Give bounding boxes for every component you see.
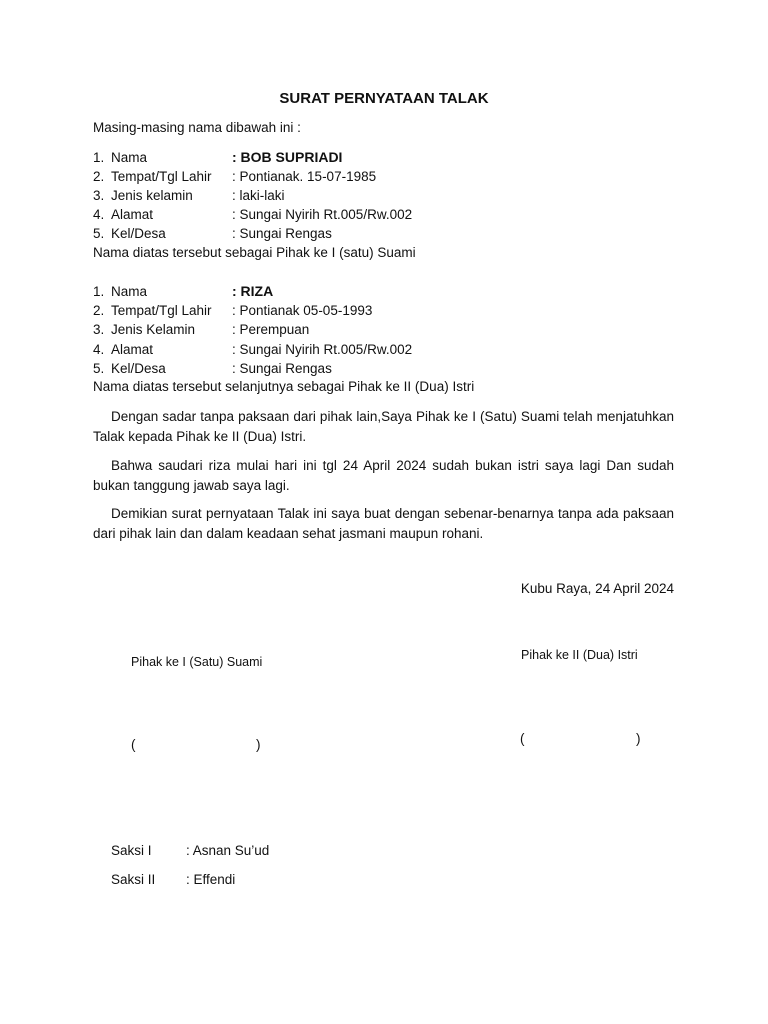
party2-signature-open-bracket: ( (520, 731, 525, 746)
party2-row-gender (93, 320, 309, 339)
party1-row-address (93, 205, 412, 224)
row-label: Nama (111, 284, 148, 299)
row-value: : laki-laki (232, 188, 285, 203)
witness-label: Saksi I (111, 843, 152, 858)
row-value: : RIZA (232, 283, 274, 299)
row-label: Tempat/Tgl Lahir (111, 303, 212, 318)
row-number: 3. (93, 188, 105, 203)
party1-row-gender (93, 186, 285, 205)
party2-signature-label: Pihak ke II (Dua) Istri (521, 648, 638, 662)
party2-note: Nama diatas tersebut selanjutnya sebagai Pihak ke II (Dua) Istri (93, 379, 475, 394)
row-label: Tempat/Tgl Lahir (111, 169, 212, 184)
witness-row (111, 872, 235, 887)
row-number: 2. (93, 303, 105, 318)
party2-signature-close-bracket: ) (636, 731, 641, 746)
row-number: 1. (93, 284, 105, 299)
row-value: : Sungai Nyirih Rt.005/Rw.002 (232, 207, 413, 222)
row-number: 4. (93, 342, 105, 357)
party1-note: Nama diatas tersebut sebagai Pihak ke I (satu) Suami (93, 245, 416, 260)
statement-paragraph: Demikian surat pernyataan Talak ini saya buat dengan sebenar-benarnya tanpa ada paksaan dari pihak lain dan dalam keadaan sehat jasmani maupun rohani. (93, 506, 674, 541)
place-date: Kubu Raya, 24 April 2024 (520, 581, 674, 596)
row-number: 1. (93, 150, 105, 165)
statement-paragraph: Dengan sadar tanpa paksaan dari pihak lain,Saya Pihak ke I (Satu) Suami telah menjatuhkan Talak kepada Pihak ke II (Dua) Istri. (93, 409, 674, 444)
witness-row (111, 843, 269, 858)
witness-name: : Asnan Su’ud (186, 843, 270, 858)
party2-row-name (93, 282, 273, 301)
document-title: SURAT PERNYATAAN TALAK (279, 90, 489, 107)
party1-row-village (93, 224, 332, 243)
party1-signature-open-bracket: ( (131, 737, 136, 752)
party1-row-birth (93, 167, 376, 186)
party1-row-name (93, 148, 342, 167)
witness-name: : Effendi (186, 872, 236, 887)
statement-paragraph: Bahwa saudari riza mulai hari ini tgl 24 April 2024 sudah bukan istri saya lagi Dan sudah bukan tanggung jawab saya lagi. (93, 458, 674, 493)
row-label: Kel/Desa (111, 226, 166, 241)
row-label: Jenis Kelamin (111, 322, 196, 337)
row-label: Alamat (111, 342, 154, 357)
row-value: : Sungai Rengas (232, 226, 332, 241)
row-number: 2. (93, 169, 105, 184)
row-value: : Pontianak 05-05-1993 (232, 303, 373, 318)
row-number: 4. (93, 207, 105, 222)
row-label: Alamat (111, 207, 154, 222)
party1-signature-close-bracket: ) (256, 737, 261, 752)
row-value: : Sungai Rengas (232, 361, 332, 376)
party2-row-village (93, 359, 332, 378)
party1-signature-label: Pihak ke I (Satu) Suami (131, 655, 263, 669)
row-value: : Sungai Nyirih Rt.005/Rw.002 (232, 342, 413, 357)
row-number: 3. (93, 322, 105, 337)
row-label: Nama (111, 150, 148, 165)
row-label: Jenis kelamin (111, 188, 193, 203)
row-value: : Perempuan (232, 322, 310, 337)
row-label: Kel/Desa (111, 361, 166, 376)
party2-row-birth (93, 301, 372, 320)
row-number: 5. (93, 361, 105, 376)
intro-text: Masing-masing nama dibawah ini : (93, 120, 301, 135)
row-number: 5. (93, 226, 105, 241)
party2-row-address (93, 340, 412, 359)
row-value: : BOB SUPRIADI (232, 149, 343, 165)
row-value: : Pontianak. 15-07-1985 (232, 169, 377, 184)
witness-label: Saksi II (111, 872, 156, 887)
